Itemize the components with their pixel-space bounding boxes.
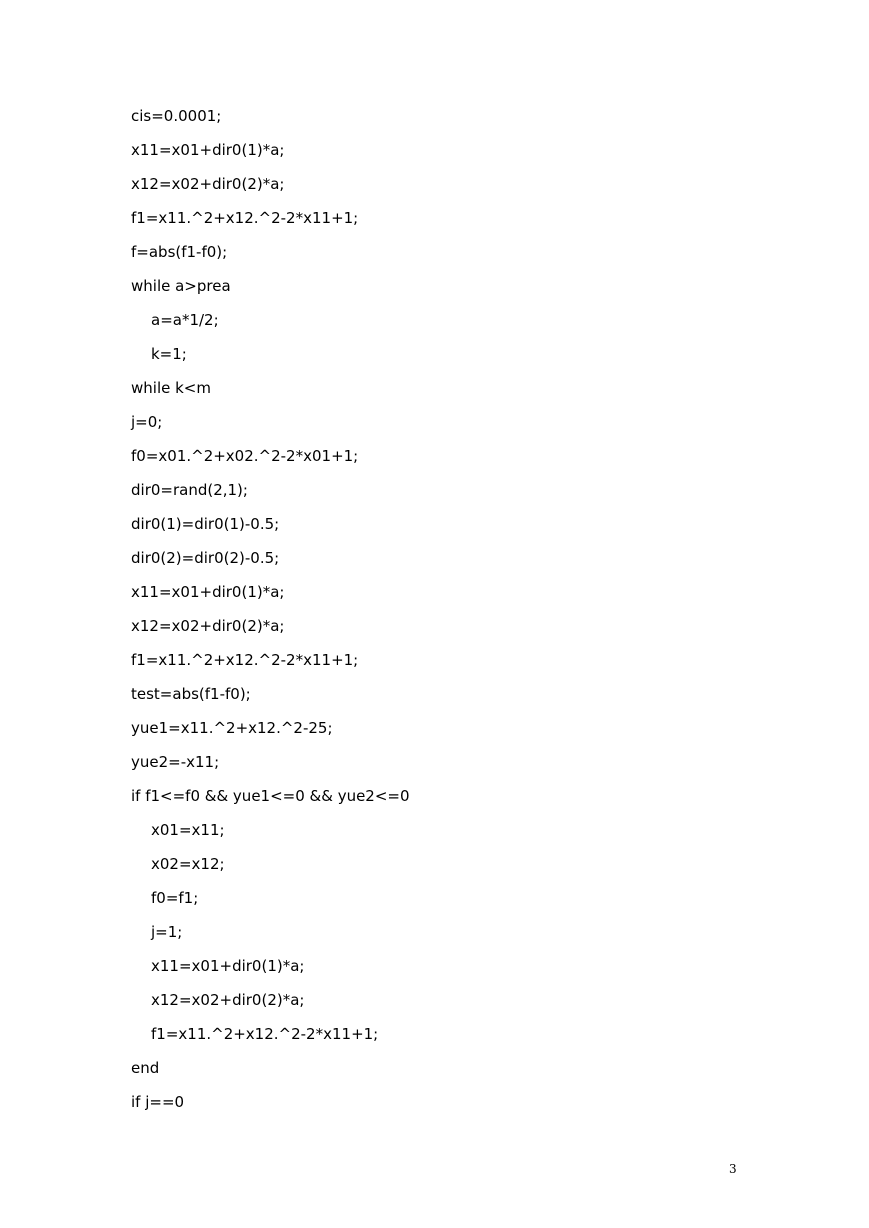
code-line: while k<m	[131, 379, 211, 397]
code-line: k=1;	[151, 345, 187, 363]
code-line: dir0(2)=dir0(2)-0.5;	[131, 549, 280, 567]
code-line: f1=x11.^2+x12.^2-2*x11+1;	[131, 651, 359, 669]
code-line: dir0(1)=dir0(1)-0.5;	[131, 515, 280, 533]
code-line: x12=x02+dir0(2)*a;	[131, 175, 285, 193]
code-line: j=0;	[131, 413, 163, 431]
code-line: a=a*1/2;	[151, 311, 219, 329]
code-line: x12=x02+dir0(2)*a;	[151, 991, 305, 1009]
code-line: j=1;	[151, 923, 183, 941]
code-line: yue2=-x11;	[131, 753, 220, 771]
code-listing	[131, 104, 410, 1124]
code-line: yue1=x11.^2+x12.^2-25;	[131, 719, 333, 737]
code-line: x11=x01+dir0(1)*a;	[131, 141, 285, 159]
code-line: if f1<=f0 && yue1<=0 && yue2<=0	[131, 787, 410, 805]
code-line: cis=0.0001;	[131, 107, 222, 125]
code-line: x12=x02+dir0(2)*a;	[131, 617, 285, 635]
code-line: f=abs(f1-f0);	[131, 243, 228, 261]
page-number: 3	[729, 1162, 737, 1176]
code-line: x11=x01+dir0(1)*a;	[151, 957, 305, 975]
code-line: x11=x01+dir0(1)*a;	[131, 583, 285, 601]
code-line: x02=x12;	[151, 855, 225, 873]
code-line: x01=x11;	[151, 821, 225, 839]
code-line: end	[131, 1059, 160, 1077]
code-line: test=abs(f1-f0);	[131, 685, 251, 703]
code-line: f0=f1;	[151, 889, 199, 907]
code-line: f0=x01.^2+x02.^2-2*x01+1;	[131, 447, 359, 465]
code-line: dir0=rand(2,1);	[131, 481, 248, 499]
code-line: if j==0	[131, 1093, 185, 1111]
code-line: f1=x11.^2+x12.^2-2*x11+1;	[151, 1025, 379, 1043]
code-line: f1=x11.^2+x12.^2-2*x11+1;	[131, 209, 359, 227]
code-line: while a>prea	[131, 277, 231, 295]
